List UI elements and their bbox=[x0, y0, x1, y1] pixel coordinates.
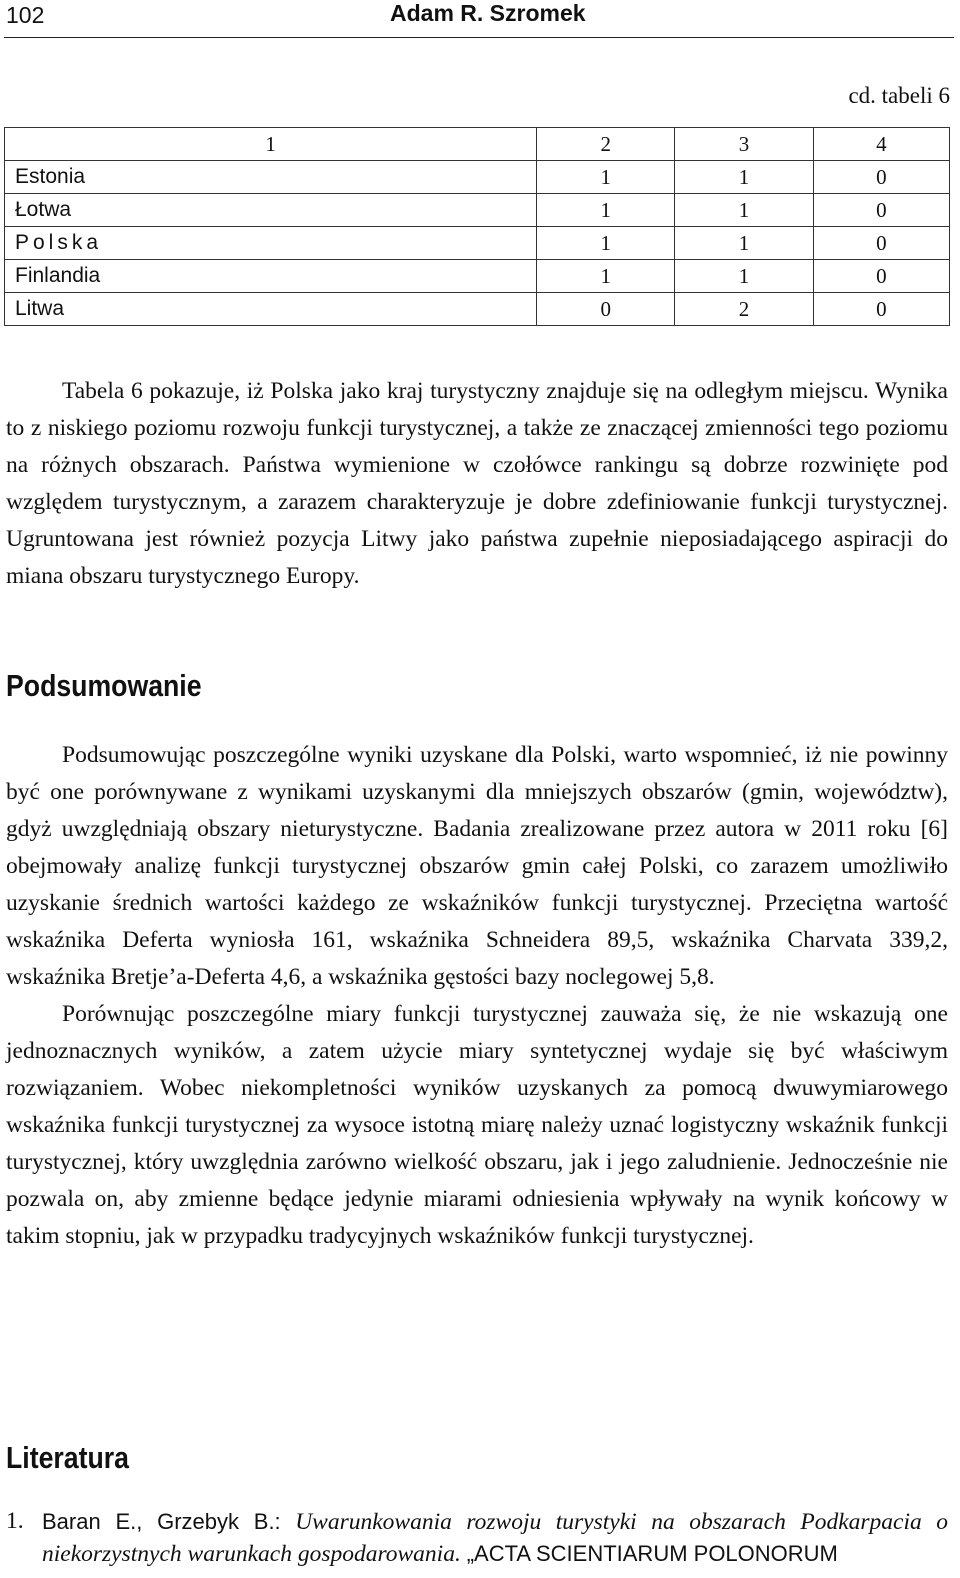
reference-number: 1. bbox=[6, 1508, 24, 1534]
table-cell: 1 bbox=[675, 227, 813, 260]
table-cell: 0 bbox=[537, 293, 675, 326]
table-row bbox=[5, 227, 950, 260]
table-cell: 1 bbox=[675, 194, 813, 227]
table-cell: 2 bbox=[675, 293, 813, 326]
table-cell: 0 bbox=[813, 227, 949, 260]
table-cell: 0 bbox=[813, 293, 949, 326]
table-row bbox=[5, 260, 950, 293]
reference-authors: Baran E., Grzebyk B.: bbox=[42, 1509, 281, 1534]
column-header: 2 bbox=[537, 128, 675, 161]
table-row bbox=[5, 194, 950, 227]
country-name: Litwa bbox=[5, 293, 537, 326]
table-cell: 1 bbox=[537, 260, 675, 293]
country-name: Estonia bbox=[5, 161, 537, 194]
data-table bbox=[4, 127, 950, 326]
country-name: Łotwa bbox=[5, 194, 537, 227]
summary-text bbox=[6, 737, 948, 1255]
section-heading-summary: Podsumowanie bbox=[6, 668, 202, 703]
column-header: 4 bbox=[813, 128, 949, 161]
running-header-author: Adam R. Szromek bbox=[390, 0, 586, 26]
paragraph: Porównując poszczególne miary funkcji turystycznej zauważa się, że nie wskazują one jednoznacznych wyników, a zatem użycie miary syntetycznej wydaje się być właściwym rozwiązaniem. Wobec niekompletności wyników uzyskanych za pomocą dwuwymiarowego wskaźnika funkcji turystycznej za wysoce istotną miarę należy uznać logistyczny wskaźnik funkcji turystycznej, który uwzględnia zarówno wielkość obszaru, jak i jego zaludnienie. Jednocześnie nie pozwala on, aby zmienne będące jedynie miarami odniesienia wpływały na wynik końcowy w takim stopniu, jak w przypadku tradycyjnych wskaźników funkcji turystycznej. bbox=[6, 1001, 948, 1249]
table-cell: 1 bbox=[537, 227, 675, 260]
reference-title: Uwarunkowania rozwoju turystyki na obszarach Podkarpacia o niekorzystnych warunkach gospodarowania. bbox=[42, 1509, 948, 1567]
reference-list bbox=[6, 1506, 948, 1570]
page-number: 102 bbox=[6, 2, 45, 28]
paragraph: Tabela 6 pokazuje, iż Polska jako kraj turystyczny znajduje się na odległym miejscu. Wynika to z niskiego poziomu rozwoju funkcji turystycznej, a także ze znaczącej zmienności tego poziomu na różnych obszarach. Państwa wymienione w czołówce rankingu są dobrze rozwinięte pod względem turystycznym, a zarazem charakteryzuje je dobre zdefiniowanie funkcji turystycznej. Ugruntowana jest również pozycja Litwy jako państwa zupełnie nieposiadającego aspiracji do miana obszaru turystycznego Europy. bbox=[6, 378, 948, 589]
table-cell: 0 bbox=[813, 260, 949, 293]
table-row bbox=[5, 161, 950, 194]
intro-text bbox=[6, 373, 948, 595]
paragraph: Podsumowując poszczególne wyniki uzyskane dla Polski, warto wspomnieć, iż nie powinny być one porównywane z wynikami uzyskanymi dla mniejszych obszarów (gmin, województw), gdyż uwzględniają obszary nieturystyczne. Badania zrealizowane przez autora w 2011 roku [6] obejmowały analizę funkcji turystycznej obszarów gmin całej Polski, co zarazem umożliwiło uzyskanie średnich wartości każdego ze wskaźników funkcji turystycznej. Przeciętna wartość wskaźnika Deferta wyniosła 161, wskaźnika Schneidera 89,5, wskaźnika Charvata 339,2, wskaźnika Bretje’a-Deferta 4,6, a wskaźnika gęstości bazy noclegowej 5,8. bbox=[6, 742, 948, 990]
table-cell: 1 bbox=[675, 161, 813, 194]
table-cell: 0 bbox=[813, 194, 949, 227]
table-cell: 1 bbox=[675, 260, 813, 293]
running-header bbox=[4, 0, 954, 38]
table-cell: 1 bbox=[537, 194, 675, 227]
table-header-row bbox=[5, 128, 950, 161]
table-caption: cd. tabeli 6 bbox=[848, 83, 950, 108]
section-heading-literature: Literatura bbox=[6, 1440, 129, 1475]
reference-journal: „ACTA SCIENTIARUM POLONORUM bbox=[466, 1541, 838, 1566]
column-header: 1 bbox=[5, 128, 537, 161]
reference-item bbox=[6, 1506, 948, 1570]
country-name: Finlandia bbox=[5, 260, 537, 293]
table-row bbox=[5, 293, 950, 326]
table-cell: 0 bbox=[813, 161, 949, 194]
country-name: Polska bbox=[5, 227, 537, 260]
column-header: 3 bbox=[675, 128, 813, 161]
table-cell: 1 bbox=[537, 161, 675, 194]
